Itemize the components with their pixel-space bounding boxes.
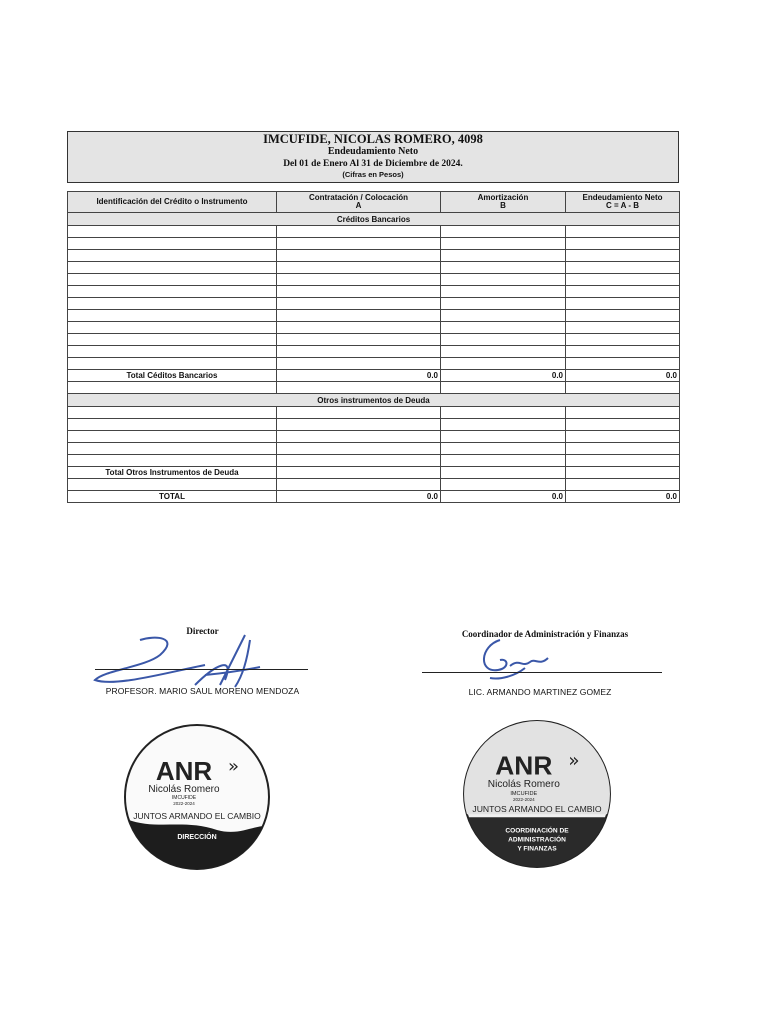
col-contratacion	[277, 192, 441, 213]
total-label-otros: Total Otros Instrumentos de Deuda	[68, 467, 277, 479]
col-amortizacion	[441, 192, 566, 213]
total-bancarios-b: 0.0	[441, 370, 566, 382]
seal-left-area: DIRECCIÓN	[177, 834, 217, 841]
table-row	[68, 238, 680, 250]
table-row	[68, 274, 680, 286]
table-row	[68, 382, 680, 394]
table-row	[68, 298, 680, 310]
section-row-bancarios	[68, 213, 680, 226]
seal-right-years: 2022-2024	[512, 797, 535, 803]
seal-right-org: IMCUFIDE	[510, 791, 538, 798]
table-row	[68, 455, 680, 467]
seal-left-brand: ANR	[155, 756, 213, 786]
table-row	[68, 346, 680, 358]
total-bancarios-a: 0.0	[277, 370, 441, 382]
table-row	[68, 226, 680, 238]
entity-name: IMCUFIDE, NICOLAS ROMERO, 4098	[263, 132, 483, 146]
grand-total-b: 0.0	[441, 491, 566, 503]
seal-left-town: Nicolás Romero	[148, 784, 220, 795]
table-row	[68, 407, 680, 419]
grand-total-label: TOTAL	[68, 491, 277, 503]
total-row-otros	[68, 467, 680, 479]
grand-total-c: 0.0	[566, 491, 680, 503]
seal-direccion	[122, 722, 272, 872]
signature-scribble-right	[470, 628, 560, 683]
table-row	[68, 431, 680, 443]
total-label-bancarios: Total Céditos Bancarios	[68, 370, 277, 382]
col-contratacion-label: Contratación / Colocación	[308, 193, 409, 202]
table-row	[68, 262, 680, 274]
grand-total-a: 0.0	[277, 491, 441, 503]
table-row	[68, 443, 680, 455]
table-row	[68, 479, 680, 491]
seal-right-motto: JUNTOS ARMANDO EL CAMBIO	[472, 804, 602, 815]
report-period: Del 01 de Enero Al 31 de Diciembre de 2024.	[283, 159, 463, 169]
signer-role-left: Director	[186, 626, 219, 636]
col-amortizacion-label: Amortización	[477, 193, 529, 202]
grand-total-row	[68, 491, 680, 503]
seal-right-area-3: Y FINANZAS	[517, 845, 557, 853]
debt-table	[67, 191, 680, 503]
table-row	[68, 310, 680, 322]
seal-right-area-2: ADMINISTRACIÓN	[508, 836, 566, 844]
seal-right-area-1: COORDINACIÓN DE	[505, 827, 569, 835]
report-units: (Cifras en Pesos)	[342, 170, 404, 179]
seal-left-arrow-icon: »	[228, 756, 240, 777]
col-identificacion: Identificación del Crédito o Instrumento	[68, 192, 277, 213]
seal-left-motto: JUNTOS ARMANDO EL CAMBIO	[133, 811, 261, 821]
total-bancarios-c: 0.0	[566, 370, 680, 382]
table-row	[68, 334, 680, 346]
seal-left-org: IMCUFIDE	[171, 795, 197, 801]
signature-scribble-left	[85, 625, 275, 695]
table-row	[68, 322, 680, 334]
column-header-row	[68, 192, 680, 213]
seal-right-brand: ANR	[495, 750, 553, 781]
signer-role-right: Coordinador de Administración y Finanzas	[461, 629, 629, 639]
seal-right-town: Nicolás Romero	[487, 778, 560, 790]
table-row	[68, 419, 680, 431]
seal-right-arrow-icon: »	[568, 750, 580, 772]
table-row	[68, 250, 680, 262]
section-label-otros: Otros instrumentos de Deuda	[68, 394, 680, 407]
col-endeudamiento-sub: C = A - B	[606, 201, 639, 210]
col-amortizacion-sub: B	[500, 201, 506, 210]
table-row	[68, 358, 680, 370]
signature-line-right	[422, 672, 662, 673]
report-header	[67, 131, 679, 183]
section-label-bancarios: Créditos Bancarios	[68, 213, 680, 226]
seal-left-years: 2022-2024	[173, 801, 195, 806]
signer-name-right: LIC. ARMANDO MARTINEZ GOMEZ	[468, 687, 612, 697]
report-title: Endeudamiento Neto	[327, 146, 419, 157]
col-endeudamiento	[566, 192, 680, 213]
col-endeudamiento-label: Endeudamiento Neto	[582, 193, 663, 202]
signer-name-left: PROFESOR. MARIO SAUL MORENO MENDOZA	[105, 686, 300, 696]
signature-line-left	[95, 669, 308, 670]
section-row-otros	[68, 394, 680, 407]
seal-coordinacion	[461, 718, 613, 870]
table-row	[68, 286, 680, 298]
total-row-bancarios	[68, 370, 680, 382]
col-contratacion-sub: A	[355, 201, 362, 210]
